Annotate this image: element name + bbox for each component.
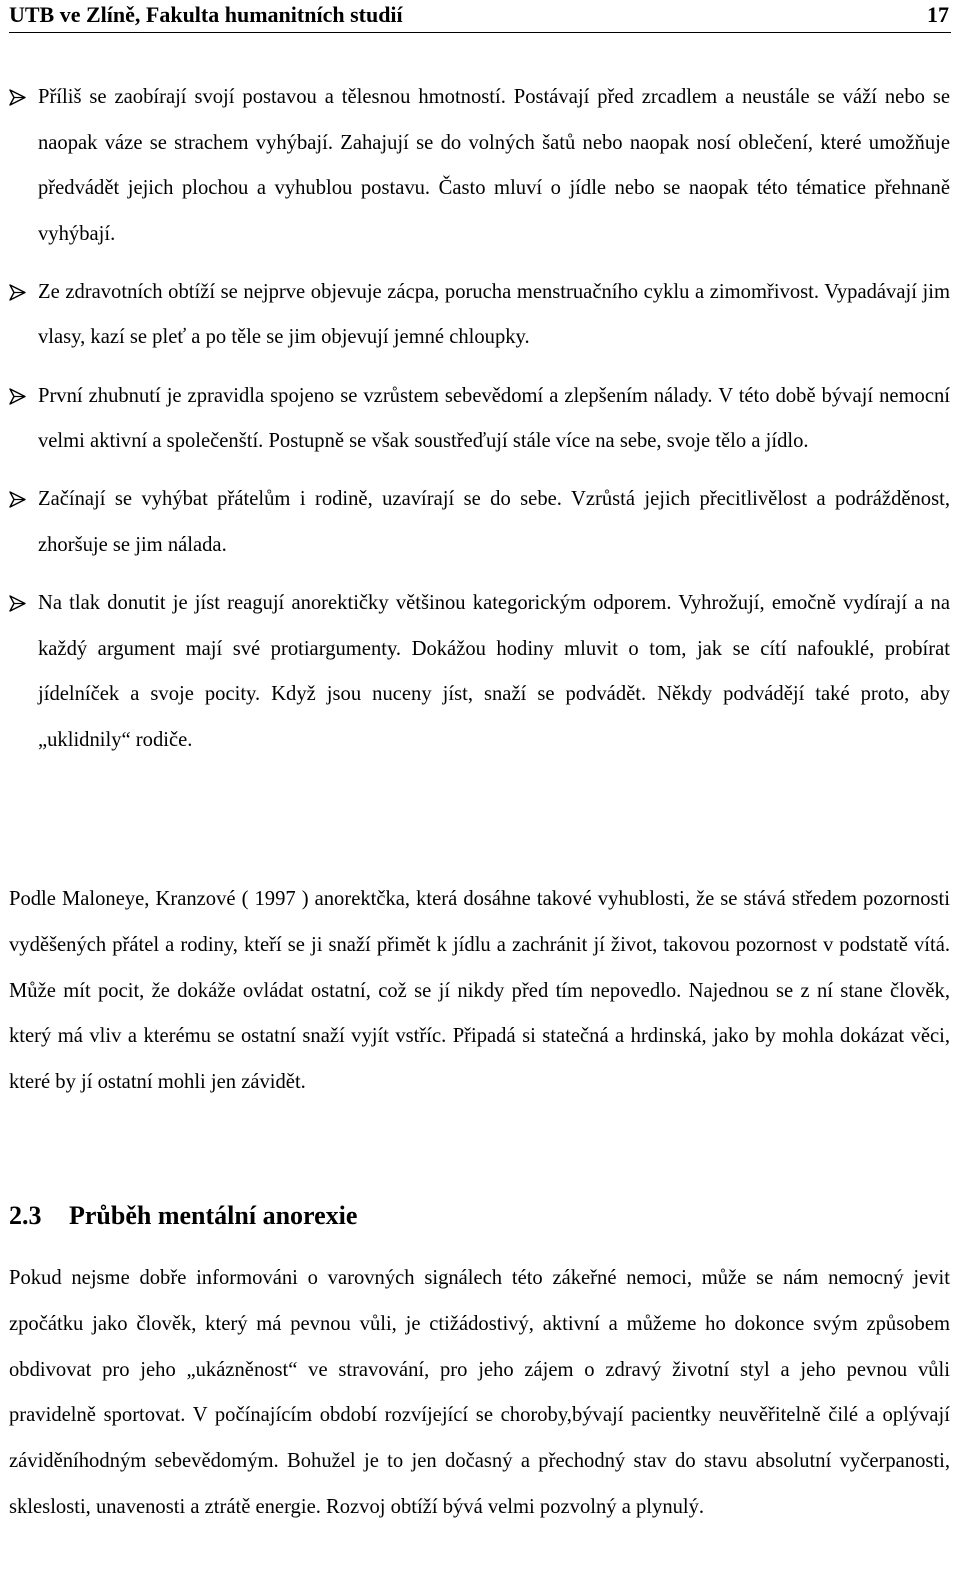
arrow-bullet-icon: [9, 284, 26, 301]
arrow-bullet-icon: [9, 388, 26, 405]
bullet-list: [9, 75, 950, 776]
bullet-item: [9, 75, 950, 257]
bullet-text: První zhubnutí je zpravidla spojeno se vzrůstem sebevědomí a zlepšením nálady. V této době bývají nemocní velmi aktivní a společenští. Postupně se však soustřeďují stále více na sebe, svoje tělo a jídlo.: [38, 384, 950, 453]
bullet-text: Na tlak donutit je jíst reagují anorektičky většinou kategorickým odporem. Vyhrožují, emočně vydírají a na každý argument mají své protiargumenty. Dokážou hodiny mluvit o tom, jak se cítí nafouklé, probírat jídelníček a svoje pocity. Když jsou nuceny jíst, snaží se podvádět. Někdy podvádějí také proto, aby „uklidnily“ rodiče.: [38, 591, 950, 751]
arrow-bullet-icon: [9, 595, 26, 612]
bullet-text: Začínají se vyhýbat přátelům i rodině, uzavírají se do sebe. Vzrůstá jejich přecitlivělost a podrážděnost, zhoršuje se jim nálada.: [38, 488, 950, 556]
bullet-text: Příliš se zaobírají svojí postavou a tělesnou hmotností. Postávají před zrcadlem a neustále se váží nebo se naopak váze se strachem vyhýbají. Zahajují se do volných šatů nebo naopak nosí oblečení, které umožňuje předvádět jejich plochou a vyhublou postavu. Často mluví o jídle nebo se naopak této tématice přehnaně vyhýbají.: [38, 86, 950, 245]
header-title: UTB ve Zlíně, Fakulta humanitních studií: [9, 2, 403, 27]
section-title: Průběh mentální anorexie: [69, 1201, 358, 1230]
bullet-item: [9, 270, 950, 361]
bullet-item: [9, 477, 950, 568]
body-paragraph: Pokud nejsme dobře informováni o varovných signálech této zákeřné nemoci, může se nám nemocný jevit zpočátku jako člověk, který má pevnou vůli, je ctižádostivý, aktivní a můžeme ho dokonce svým způsobem obdivovat pro jeho „ukázněnost“ ve stravování, pro jeho zájem o zdravý životní styl a jeho pevnou vůli pravidelně sportovat. V počínajícím období rozvíjející se choroby,bývají pacientky neuvěřitelně čilé a oplývají záviděníhodným sebevědomým. Bohužel je to jen dočasný a přechodný stav do stavu absolutní vyčerpanosti, skleslosti, unavenosti a ztrátě energie. Rozvoj obtíží bývá velmi pozvolný a plynulý.: [9, 1267, 950, 1518]
body-paragraph: Podle Maloneye, Kranzové ( 1997 ) anorektčka, která dosáhne takové vyhublosti, že se stává středem pozornosti vyděšených přátel a rodiny, kteří se ji snaží přimět k jídlu a zachránit jí život, takovou pozornost v podstatě vítá. Může mít pocit, že dokáže ovládat ostatní, což se jí nikdy před tím nepovedlo. Najednou se z ní stane člověk, který má vliv a kterému se ostatní snaží vyjít vstříc. Připadá si statečná a hrdinská, jako by mohla dokázat věci, které by jí ostatní mohli jen závidět.: [9, 888, 950, 1094]
section-heading: [9, 1192, 357, 1240]
section-number: 2.3: [9, 1201, 42, 1230]
arrow-bullet-icon: [9, 491, 26, 508]
arrow-bullet-icon: [9, 89, 26, 106]
running-header: [9, 0, 951, 33]
bullet-item: [9, 374, 950, 465]
page-number: 17: [927, 2, 949, 27]
bullet-text: Ze zdravotních obtíží se nejprve objevuje zácpa, porucha menstruačního cyklu a zimomřivost. Vypadávají jim vlasy, kazí se pleť a po těle se jim objevují jemné chloupky.: [38, 280, 950, 349]
bullet-item: [9, 581, 950, 763]
